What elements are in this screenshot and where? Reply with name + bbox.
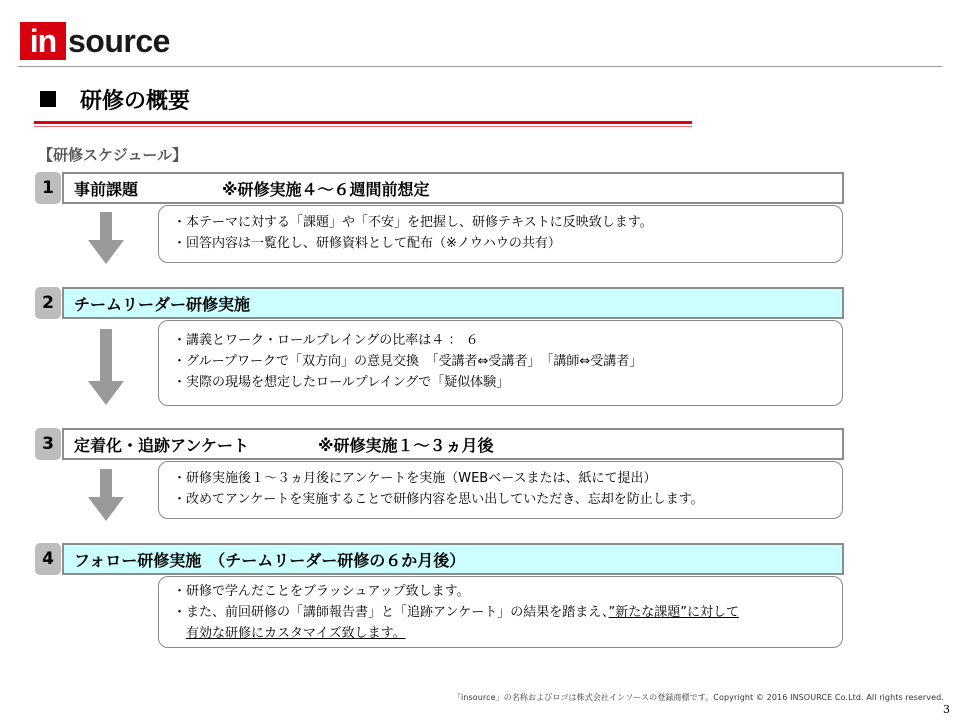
step-2-details <box>158 320 843 406</box>
page-title-text: 研修の概要 <box>80 89 191 114</box>
step-4-number: 4 <box>35 543 61 575</box>
step-4-line-2 <box>173 602 828 623</box>
step-1-details <box>158 205 843 263</box>
step-4-line-2-emphasis: ”新たな課題”に対して <box>608 605 739 620</box>
down-arrow-icon <box>88 329 124 405</box>
step-3-line-1: ・研修実施後１～３ヵ月後にアンケートを実施（WEBベースまたは、紙にて提出） <box>173 471 657 486</box>
step-1-note: ※研修実施４～６週間前想定 <box>222 179 430 199</box>
step-4-line-3 <box>173 623 828 644</box>
down-arrow-icon <box>88 469 124 521</box>
step-3-header <box>62 428 844 460</box>
schedule-label: 【研修スケジュール】 <box>38 146 188 164</box>
step-1-header <box>62 172 844 204</box>
step-4-line-1: ・研修で学んだことをブラッシュアップ致します。 <box>173 584 470 599</box>
step-4-line-3-emphasis: 有効な研修にカスタマイズ致します。 <box>186 626 406 641</box>
step-1-heading: 事前課題 <box>74 179 139 199</box>
step-3-number: 3 <box>35 428 61 460</box>
header-divider <box>18 66 942 67</box>
page-number: 3 <box>943 703 950 716</box>
step-3-line-2: ・改めてアンケートを実施することで研修内容を思い出していただき、忘却を防止します。 <box>173 492 704 507</box>
step-4-details <box>158 576 843 648</box>
step-4-header <box>62 543 844 575</box>
title-underline <box>34 121 692 124</box>
step-2-line-2: ・グループワークで「双方向」の意見交換 「受講者⇔受講者」 「講師⇔受講者」 <box>173 354 643 369</box>
step-4-heading: フォロー研修実施 （チームリーダー研修の６か月後） <box>74 550 466 570</box>
step-2-header <box>62 287 844 319</box>
insource-logo <box>20 22 170 60</box>
step-3-heading: 定着化・追跡アンケート <box>74 435 250 455</box>
step-3-note: ※研修実施１～３ヵ月後 <box>318 435 494 455</box>
step-2-heading: チームリーダー研修実施 <box>74 294 251 314</box>
step-1-line-2: ・回答内容は一覧化し、研修資料として配布（※ノウハウの共有） <box>173 236 561 251</box>
step-2-line-1: ・講義とワーク・ロールプレイングの比率は４ ： ６ <box>173 333 479 348</box>
title-underline-thin <box>34 126 692 127</box>
logo-mark: in <box>20 22 66 60</box>
step-3-details <box>158 461 843 519</box>
down-arrow-icon <box>88 212 124 264</box>
title-square-icon <box>40 91 56 107</box>
page-title <box>40 84 190 115</box>
step-2-number: 2 <box>35 287 61 319</box>
copyright-footer: 「insource」の名称およびロゴは株式会社インソースの登録商標です。Copyright © 2016 INSOURCE Co.Ltd. All rights reserved. <box>452 693 944 702</box>
step-2-line-3: ・実際の現場を想定したロールプレイングで「疑似体験」 <box>173 375 510 390</box>
step-4-line-2-text: ・また、前回研修の「講師報告書」と「追跡アンケート」の結果を踏まえ、 <box>173 605 609 620</box>
step-1-line-1: ・本テーマに対する「課題」や「不安」を把握し、研修テキストに反映致します。 <box>173 215 653 230</box>
logo-wordmark: source <box>68 22 170 59</box>
step-1-number: 1 <box>35 172 61 204</box>
